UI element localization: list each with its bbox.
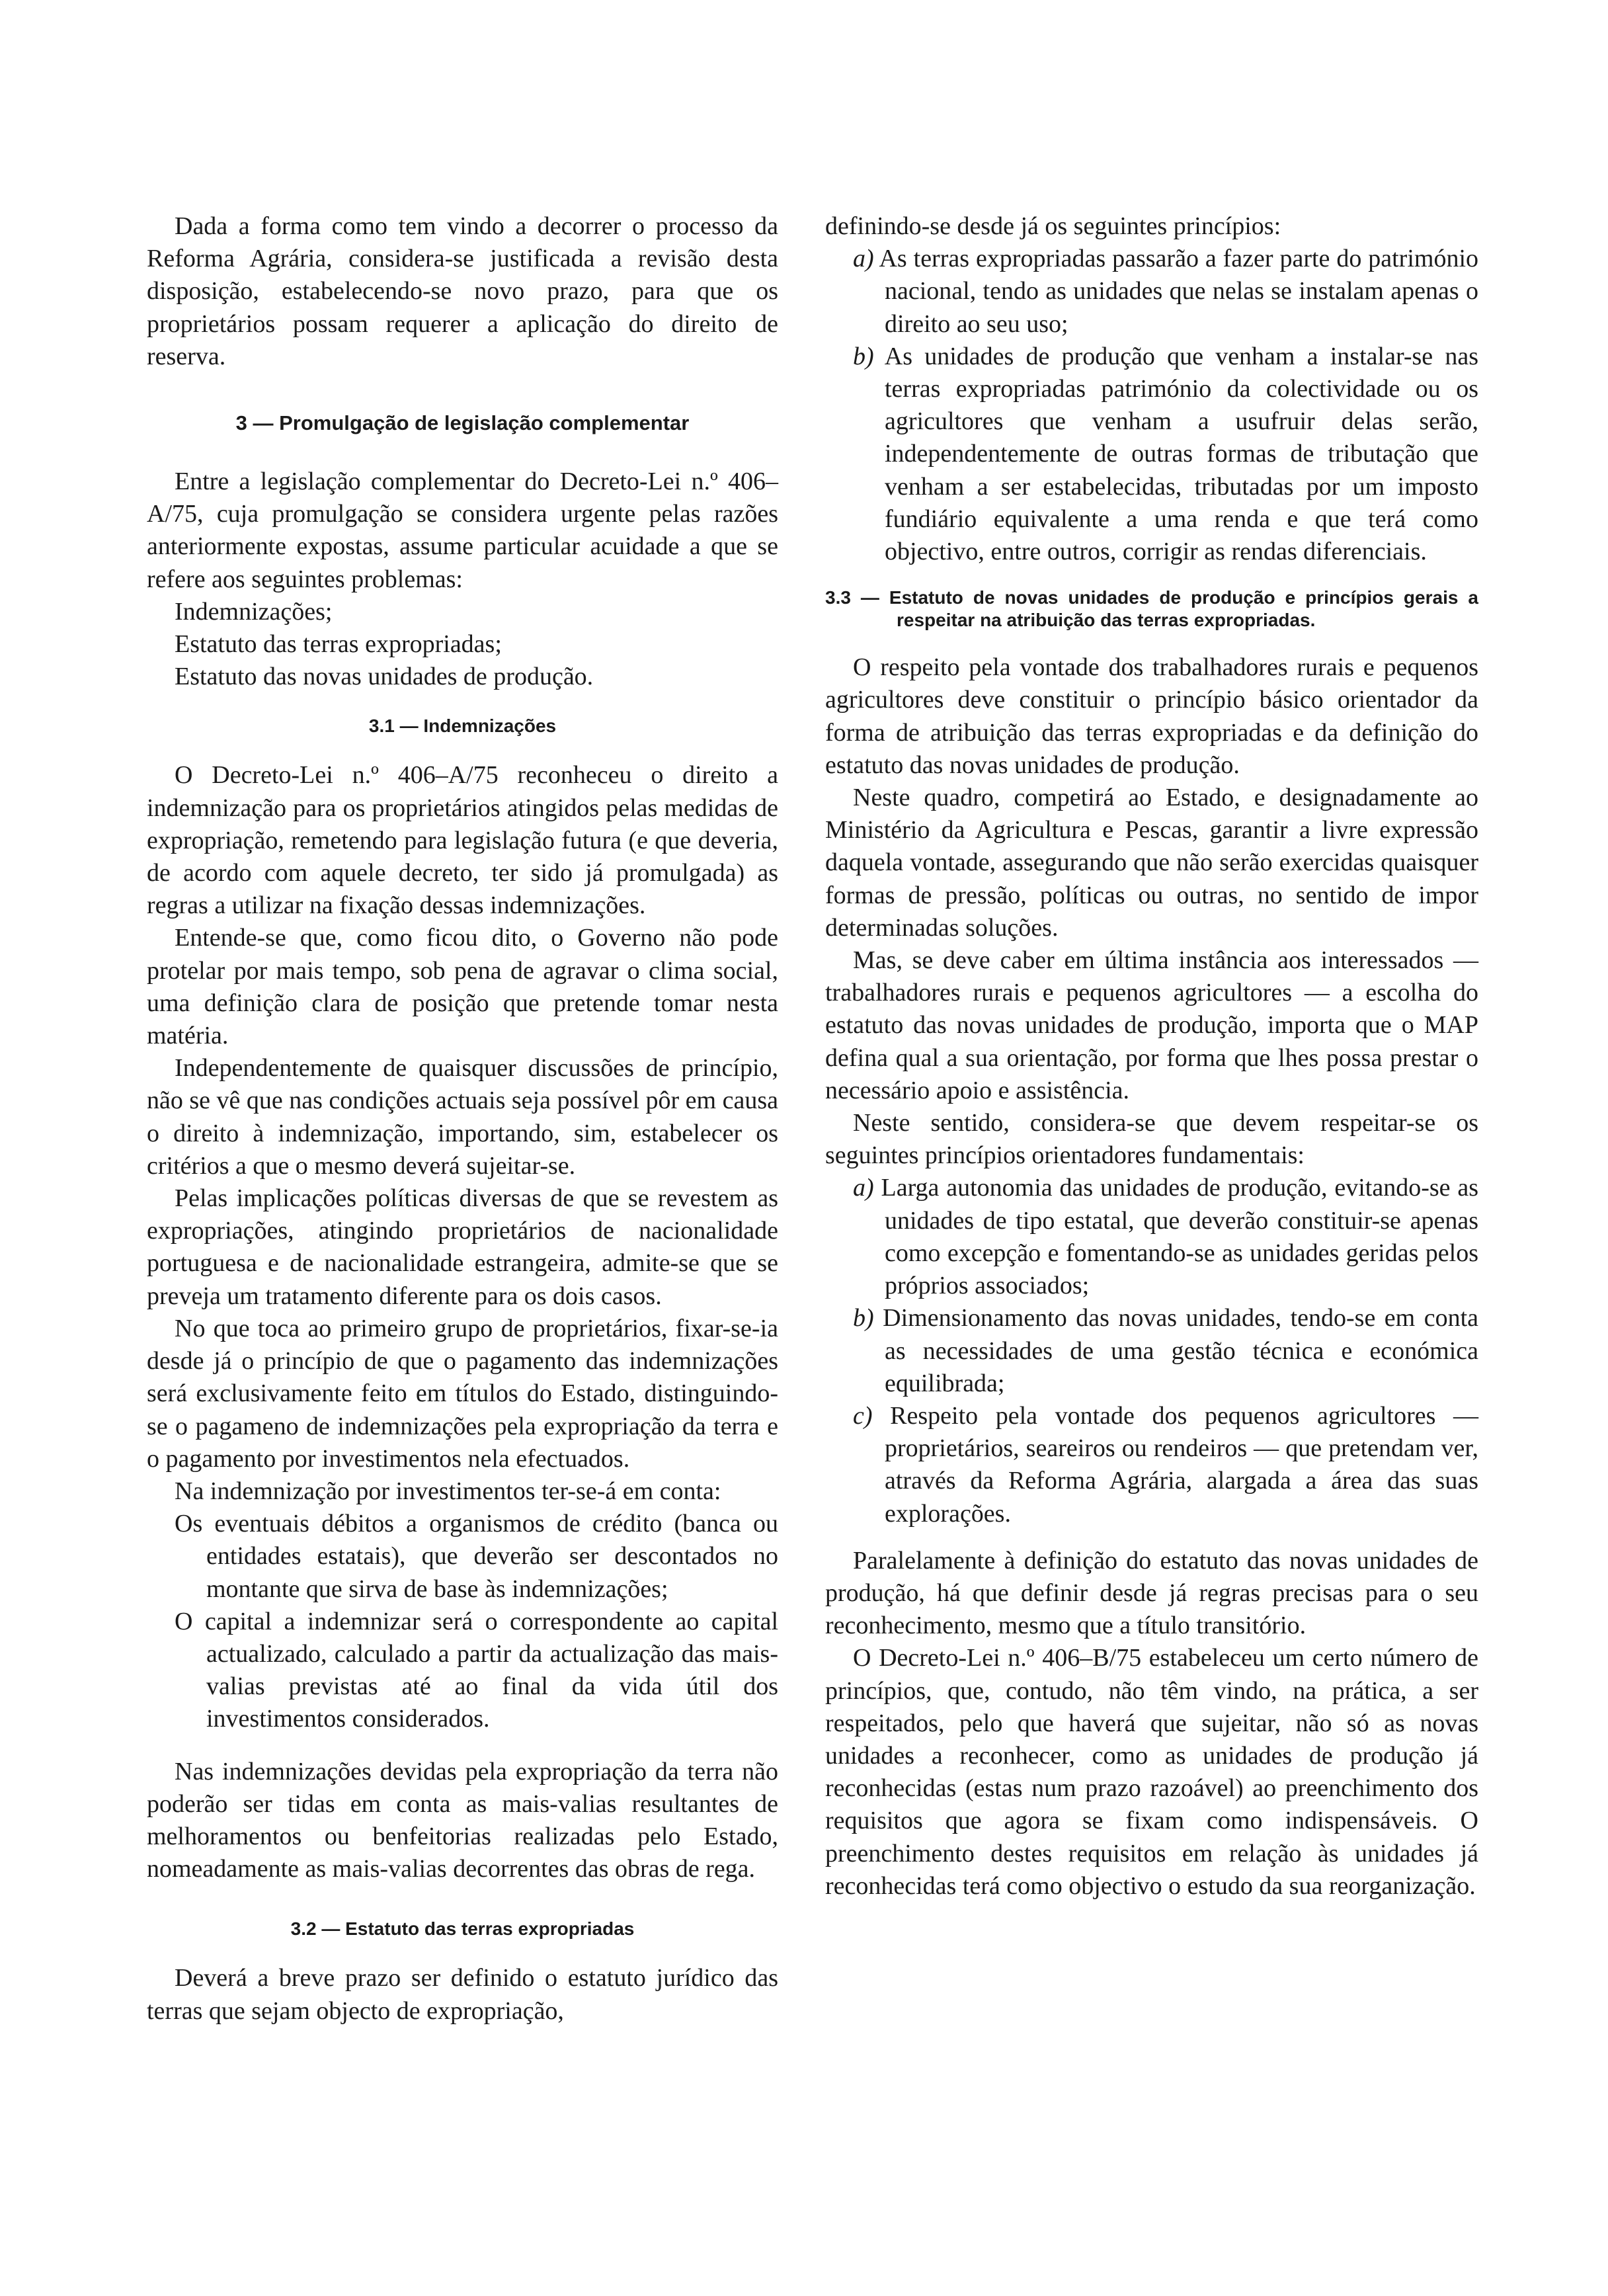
list-text: Dimensionamento das novas unidades, tendo-se em conta as necessidades de uma gestão técnica e económica equilibrada; xyxy=(883,1304,1478,1397)
continuation-paragraph: definindo-se desde já os seguintes princípios: xyxy=(825,212,1281,240)
list-label: a) xyxy=(853,245,874,273)
list-text: As terras expropriadas passarão a fazer parte do património nacional, tendo as unidades que nelas se instalam apenas o direito ao seu uso; xyxy=(879,245,1478,338)
list-item: Estatuto das novas unidades de produção. xyxy=(175,663,594,691)
section-3-list xyxy=(147,596,778,694)
paragraph: Entende-se que, como ficou dito, o Governo não pode protelar por mais tempo, sob pena de agravar o clima social, uma definição clara de posição que pretende tomar nesta matéria. xyxy=(147,924,778,1050)
paragraph: Paralelamente à definição do estatuto das novas unidades de produção, há que definir desde já regras precisas para o seu reconhecimento, mesmo que a título transitório. xyxy=(825,1546,1478,1640)
paragraph: Neste quadro, competirá ao Estado, e designadamente ao Ministério da Agricultura e Pescas, garantir a livre expressão daquela vontade, assegurando que não serão exercidas quaisquer formas de pressão, políticas ou outras, no sentido de impor determinadas soluções. xyxy=(825,784,1478,942)
list-item xyxy=(825,341,1478,568)
paragraph: Mas, se deve caber em última instância aos interessados — trabalhadores rurais e pequenos agricultores — a escolha do estatuto das novas unidades de produção, importa que o MAP defina qual a sua orientação, por forma que lhes possa prestar o necessário apoio e assistência. xyxy=(825,946,1478,1104)
paragraph: O Decreto-Lei n.º 406–A/75 reconheceu o direito a indemnização para os proprietários atingidos pelas medidas de expropriação, remetendo para legislação futura (e que deveria, de acordo com aquele decreto, ter sido já promulgada) as regras a utilizar na fixação dessas indemnizações. xyxy=(147,761,778,920)
list-item xyxy=(825,1302,1478,1400)
section-3-paragraph: Entre a legislação complementar do Decreto-Lei n.º 406–A/75, cuja promulgação se considera urgente pelas razões anteriormente expostas, assume particular acuidade a que se refere aos seguintes problemas: xyxy=(147,468,778,593)
list-item: Os eventuais débitos a organismos de crédito (banca ou entidades estatais), que deverão ser descontados no montante que sirva de base às indemnizações; xyxy=(175,1510,778,1603)
paragraph: Nas indemnizações devidas pela expropriação da terra não poderão ser tidas em conta as mais-valias resultantes de melhoramentos ou benfeitorias realizadas pelo Estado, nomeadamente as mais-valias decorrentes das obras de rega. xyxy=(147,1757,778,1883)
paragraph: Pelas implicações políticas diversas de que se revestem as expropriações, atingindo proprietários de nacionalidade portuguesa e de nacionalidade estrangeira, admite-se que se preveja um tratamento diferente para os dois casos. xyxy=(147,1184,778,1310)
list-label: b) xyxy=(853,1304,874,1332)
list-item: Estatuto das terras expropriadas; xyxy=(175,630,502,659)
intro-paragraph: Dada a forma como tem vindo a decorrer o processo da Reforma Agrária, considera-se justificada a revisão desta disposição, estabelecendo-se novo prazo, para que os proprietários possam requerer a aplicação do direito de reserva. xyxy=(147,212,778,370)
list-item xyxy=(825,1400,1478,1530)
section-3-heading: 3 — Promulgação de legislação complementar xyxy=(235,411,690,435)
section-3-2-heading: 3.2 — Estatuto das terras expropriadas xyxy=(290,1918,635,1940)
paragraph: Independentemente de quaisquer discussões de princípio, não se vê que nas condições actuais seja possível pôr em causa o direito à indemnização, importando, sim, estabelecer os critérios a que o mesmo deverá sujeitar-se. xyxy=(147,1054,778,1180)
list-text: Respeito pela vontade dos pequenos agricultores — proprietários, seareiros ou rendeiros — que pretendam ver, através da Reforma Agrária, alargada a área das suas explorações. xyxy=(885,1401,1478,1528)
right-column xyxy=(825,210,1478,1903)
paragraph: O Decreto-Lei n.º 406–B/75 estabeleceu um certo número de princípios, que, contudo, não têm vindo, na prática, a ser respeitados, pelo que haverá que sujeitar, não só as novas unidades a reconhecer, como as unidades de produção já reconhecidas (estas num prazo razoável) ao preenchimento dos requisitos que agora se fixam como indispensáveis. O preenchimento destes requisitos em relação às unidades já reconhecidas terá como objectivo o estudo da sua reorganização. xyxy=(825,1644,1478,1900)
left-column xyxy=(147,210,778,2028)
list-label: a) xyxy=(853,1174,874,1202)
list-item xyxy=(825,1172,1478,1302)
list-text: As unidades de produção que venham a instalar-se nas terras expropriadas património da colectividade ou os agricultores que venham a usufruir delas serão, independentemente de outras formas de tributação que venham a ser estabelecidas, tributadas por um imposto fundiário equivalente a uma renda e que terá como objectivo, entre outros, corrigir as rendas diferenciais. xyxy=(884,342,1478,566)
paragraph: Neste sentido, considera-se que devem respeitar-se os seguintes princípios orientadores fundamentais: xyxy=(825,1109,1478,1170)
list-item xyxy=(825,243,1478,341)
paragraph: Na indemnização por investimentos ter-se-á em conta: xyxy=(175,1477,721,1505)
spacer xyxy=(825,1530,1478,1545)
list-label: b) xyxy=(853,342,874,370)
list-item: O capital a indemnizar será o correspondente ao capital actualizado, calculado a partir da actualização das mais-valias previstas até ao final da vida útil dos investimentos considerados. xyxy=(175,1607,778,1733)
list-label: c) xyxy=(853,1401,873,1430)
section-3-1-heading: 3.1 — Indemnizações xyxy=(368,716,557,737)
list-item: Indemnizações; xyxy=(175,597,333,626)
section-3-3-heading: 3.3 — Estatuto de novas unidades de produção e princípios gerais a respeitar na atribuição das terras expropriadas. xyxy=(825,587,1478,631)
paragraph: O respeito pela vontade dos trabalhadores rurais e pequenos agricultores deve constituir o princípio básico orientador da forma de atribuição das terras expropriadas e da definição do estatuto das novas unidades de produção. xyxy=(825,653,1478,779)
spacer xyxy=(147,1736,778,1756)
paragraph: Deverá a breve prazo ser definido o estatuto jurídico das terras que sejam objecto de expropriação, xyxy=(147,1964,778,2025)
paragraph: No que toca ao primeiro grupo de proprietários, fixar-se-ia desde já o princípio de que o pagamento das indemnizações será exclusivamente feito em títulos do Estado, distinguindo-se o pagameno de indemnizações pela expropriação da terra e o pagamento por investimentos nela efectuados. xyxy=(147,1314,778,1473)
list-text: Larga autonomia das unidades de produção, evitando-se as unidades de tipo estatal, que deverão constituir-se apenas como excepção e fomentando-se as unidades geridas pelos próprios associados; xyxy=(881,1174,1478,1300)
